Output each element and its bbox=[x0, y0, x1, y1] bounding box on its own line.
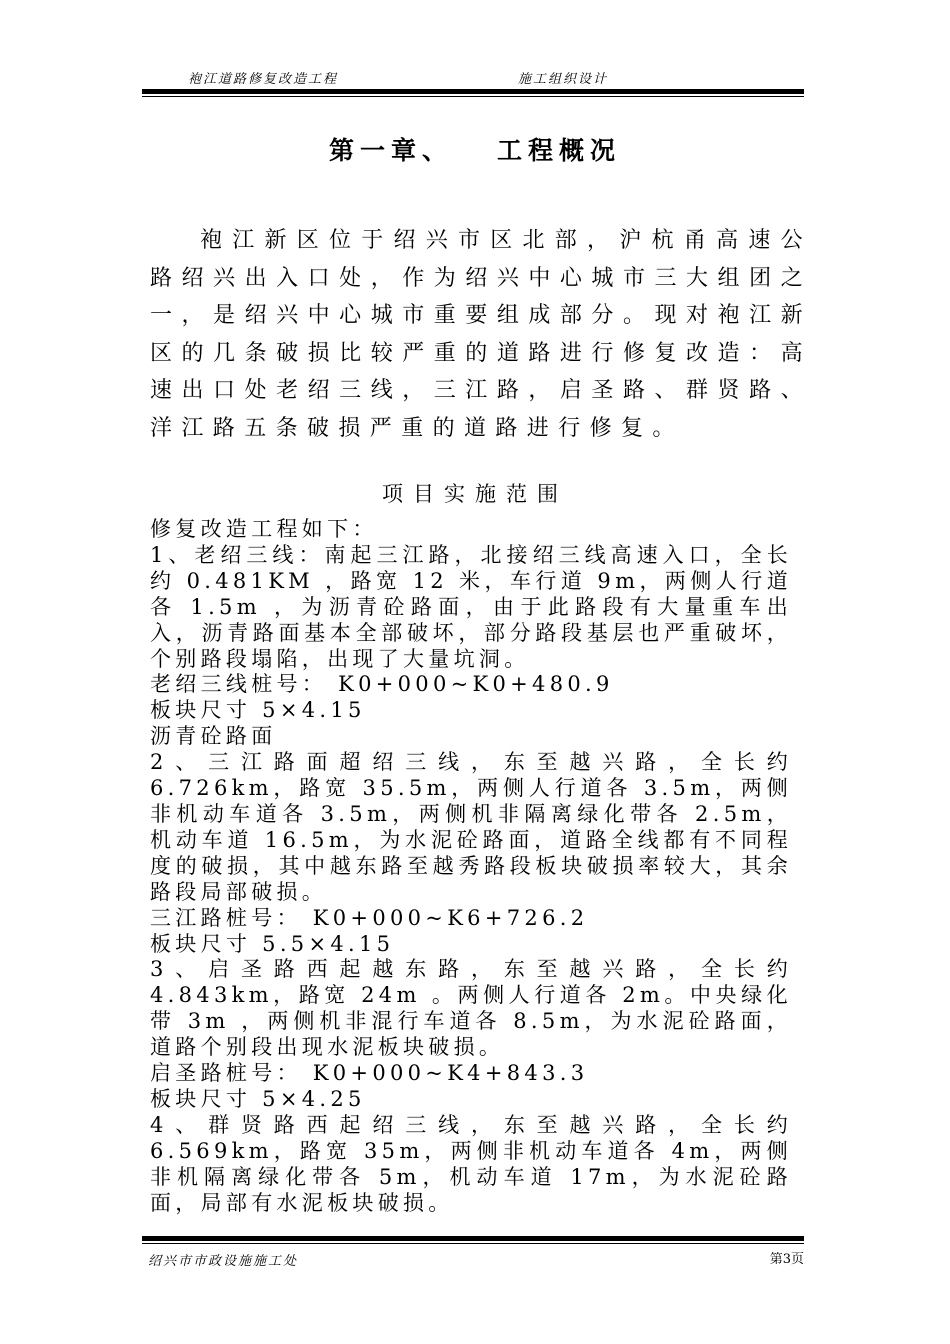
page-header bbox=[148, 62, 804, 88]
chapter-title bbox=[0, 131, 950, 167]
footer-rule-thin bbox=[142, 1243, 804, 1244]
body-line: 1、老绍三线：南起三江路，北接绍三线高速入口，全长约 0.481KM ，路宽 12 米，车行道 9m，两侧人行道各 1.5m ，为沥青砼路面，由于此路段有大量重车出入，沥青路面基本全部破坏，部分路段基层也严重破坏，个别路段塌陷，出现了大量坑洞。 bbox=[150, 542, 792, 671]
footer-organization: 绍兴市市政设施施工处 bbox=[148, 1254, 299, 1269]
body-line: 三江路桩号： K0+000~K6+726.2 bbox=[150, 905, 589, 930]
chapter-heading: 工程概况 bbox=[497, 136, 622, 165]
body-line: 沥青砼路面 bbox=[150, 724, 277, 749]
body-text bbox=[150, 517, 792, 1216]
footer-rule bbox=[142, 1236, 804, 1241]
header-document-type: 施工组织设计 bbox=[518, 72, 609, 87]
section-title: 项目实施范围 bbox=[382, 482, 568, 506]
page-number: 第3页 bbox=[769, 1252, 804, 1267]
body-line: 修复改造工程如下： bbox=[150, 517, 378, 541]
header-rule bbox=[142, 89, 804, 94]
body-line: 启圣路桩号： K0+000~K4+843.3 bbox=[150, 1061, 589, 1086]
chapter-number: 第一章、 bbox=[328, 136, 453, 165]
body-line: 3、启圣路西起越东路，东至越兴路，全长约 4.843km，路宽 24m 。两侧人行道各 2m。中央绿化带 3m ，两侧机非混行车道各 8.5m，为水泥砼路面，道路个别段出现水泥板块破损。 bbox=[150, 957, 792, 1060]
body-line: 板块尺寸 5×4.25 bbox=[150, 1086, 366, 1111]
body-line: 板块尺寸 5×4.15 bbox=[150, 698, 366, 723]
header-project-name: 袍江道路修复改造工程 bbox=[188, 72, 339, 87]
body-line: 4、群贤路西起绍三线，东至越兴路，全长约 6.569km，路宽 35m，两侧非机动车道各 4m，两侧非机隔离绿化带各 5m，机动车道 17m，为水泥砼路面，局部有水泥板块破损。 bbox=[150, 1112, 792, 1215]
body-line: 2、三江路面超绍三线，东至越兴路，全长约 6.726km，路宽 35.5m，两侧人行道各 3.5m，两侧非机动车道各 3.5m，两侧机非隔离绿化带各 2.5m，机动车道 16.5m，为水泥砼路面，道路全线都有不同程度的破损，其中越东路至越秀路段板块破损率较大，其余路段局部破损。 bbox=[150, 750, 792, 904]
body-line: 板块尺寸 5.5×4.15 bbox=[150, 931, 395, 956]
intro-paragraph: 袍江新区位于绍兴市区北部，沪杭甬高速公路绍兴出入口处，作为绍兴中心城市三大组团之一，是绍兴中心城市重要组成部分。现对袍江新区的几条破损比较严重的道路进行修复改造：高速出口处老绍三线，三江路，启圣路、群贤路、洋江路五条破损严重的道路进行修复。 bbox=[150, 228, 812, 441]
body-line: 老绍三线桩号： K0+000~K0+480.9 bbox=[150, 672, 614, 697]
header-rule-thin bbox=[142, 96, 804, 97]
